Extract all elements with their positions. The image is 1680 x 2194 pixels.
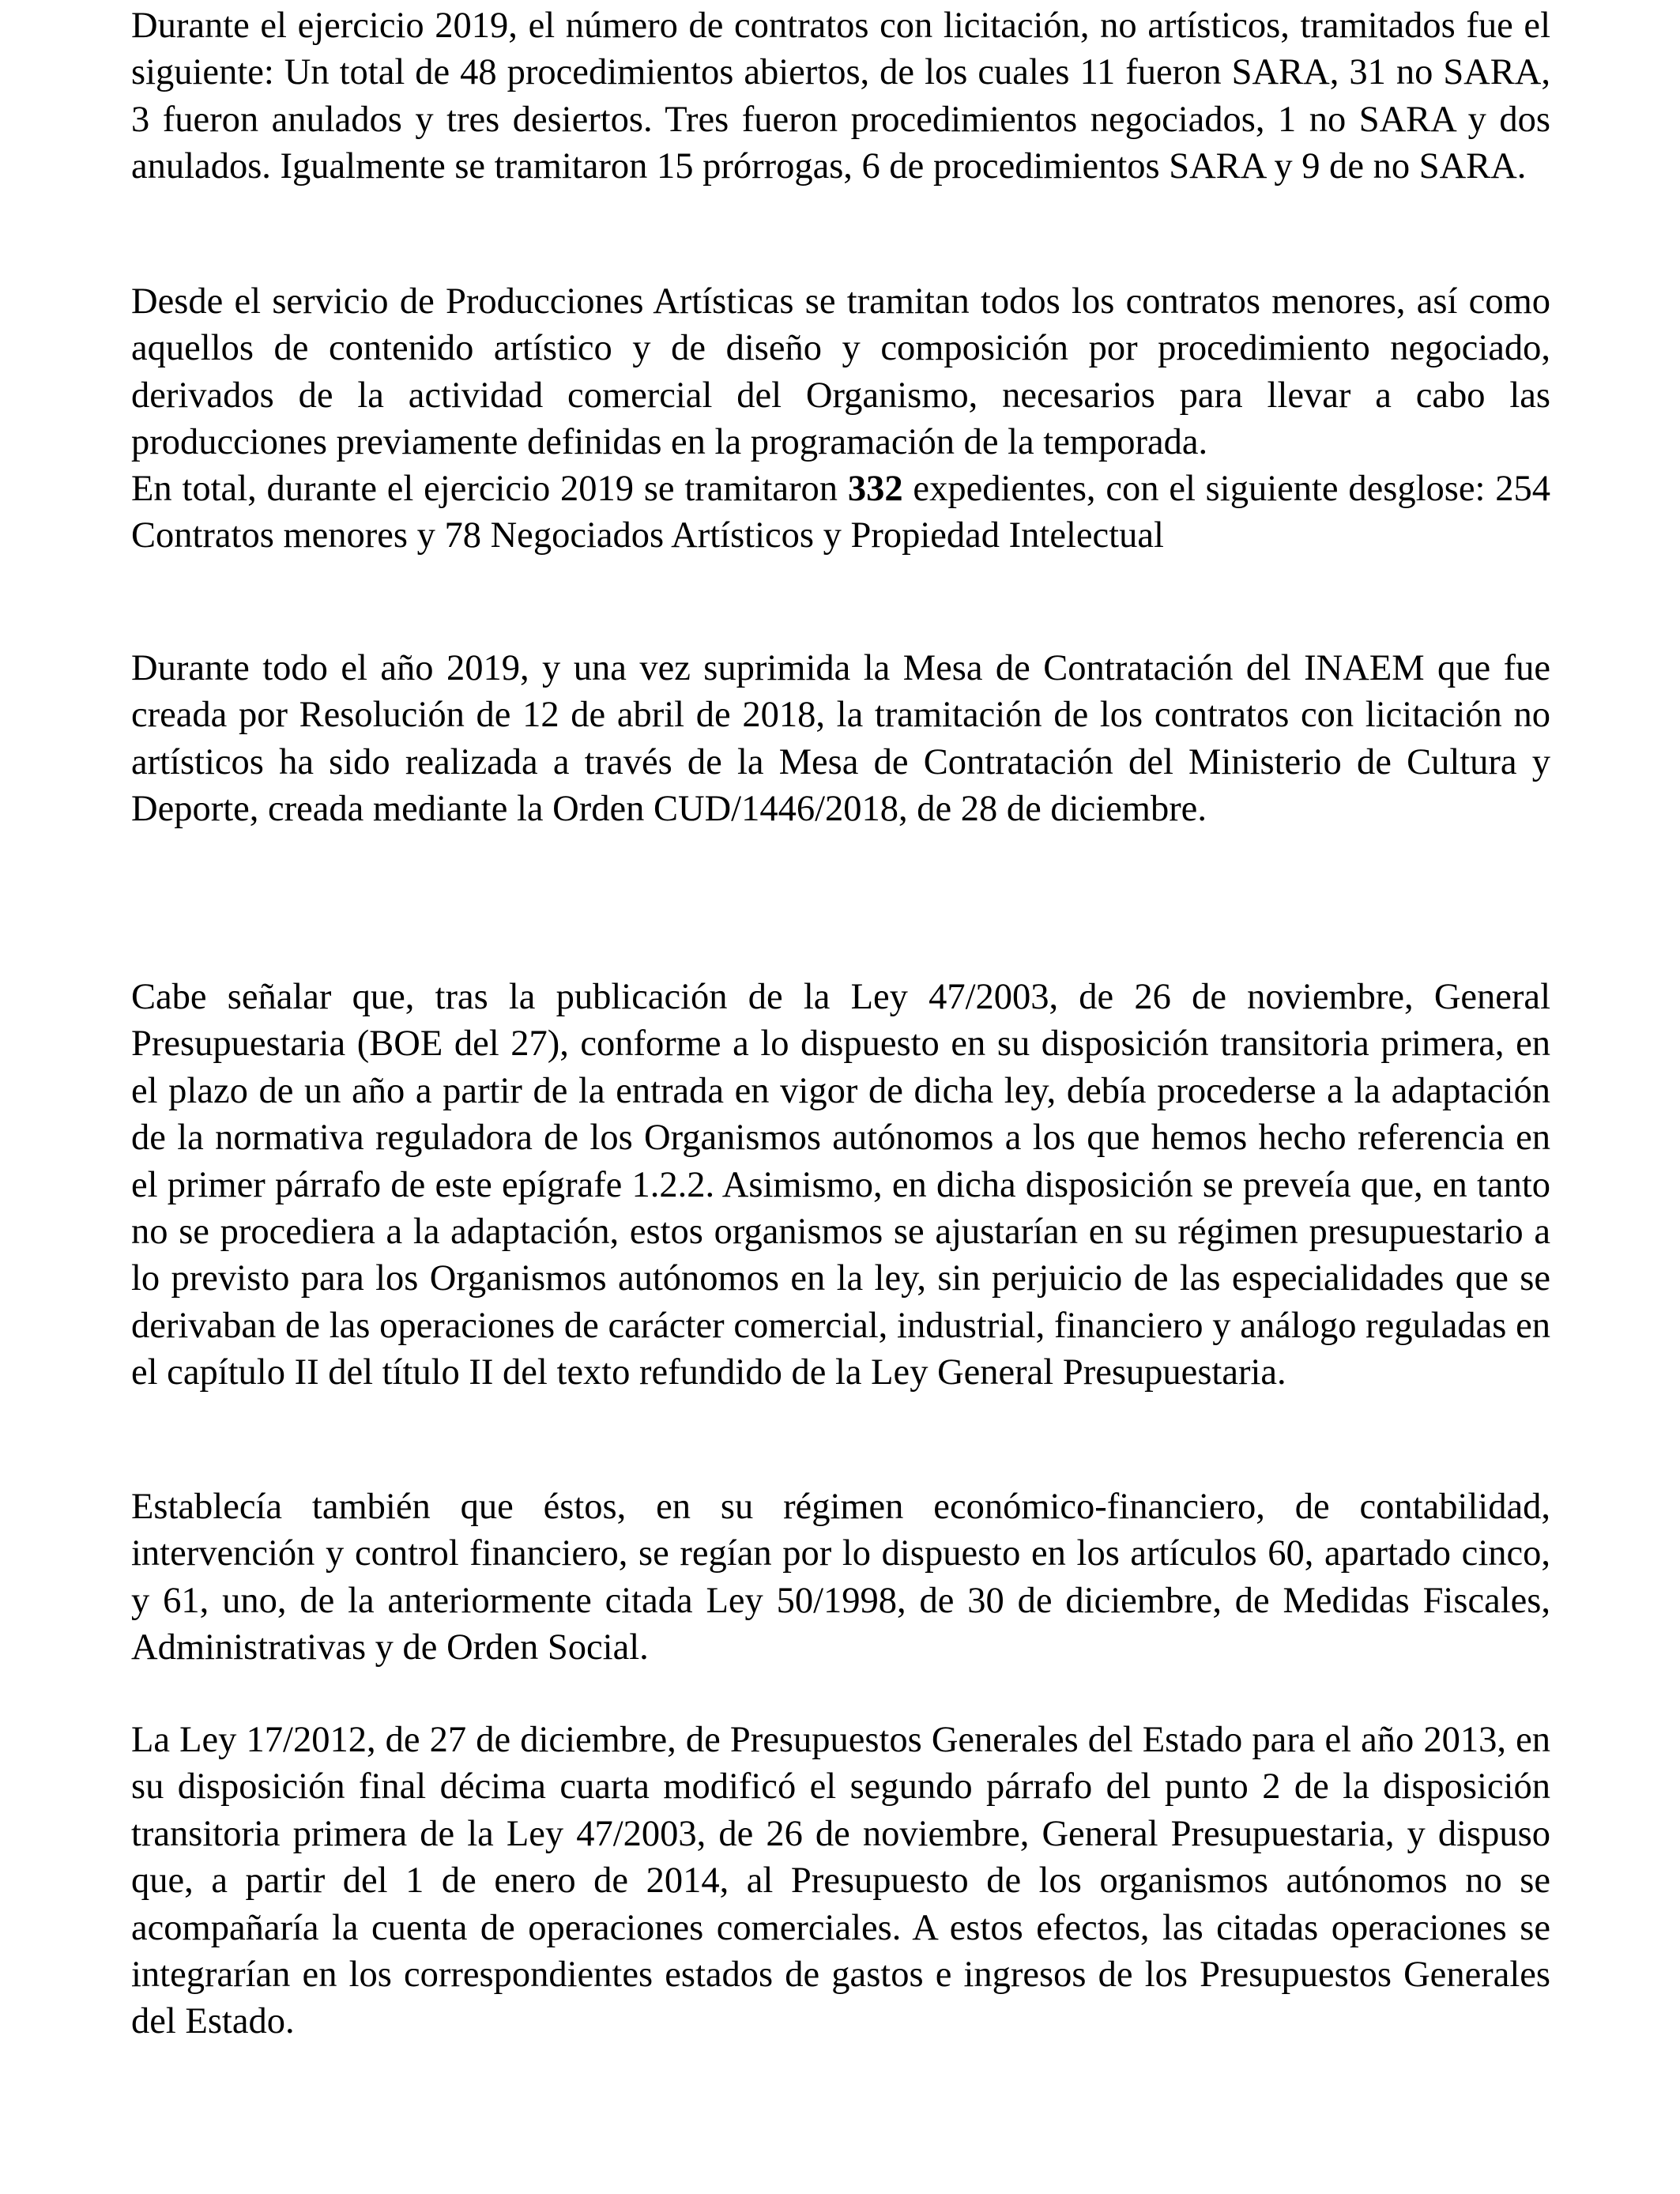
- paragraph-presupuestos-generales: La Ley 17/2012, de 27 de diciembre, de Presupuestos Generales del Estado para el año 2013, en su disposición final décima cuarta modificó el segundo párrafo del punto 2 de la disposición transitoria primera de la Ley 47/2003, de 26 de noviembre, General Presupuestaria, y dispuso que, a partir del 1 de enero de 2014, al Presupuesto de los organismos autónomos no se acompañaría la cuenta de operaciones comerciales. A estos efectos, las citadas operaciones se integrarían en los correspondientes estados de gastos e ingresos de los Presupuestos Generales del Estado.: [131, 1720, 1550, 2042]
- total-expedientes-intro: En total, durante el ejercicio 2019 se tramitaron: [131, 469, 848, 509]
- paragraph-total-expedientes: [131, 466, 1550, 560]
- paragraph-ley-general-presupuestaria: Cabe señalar que, tras la publicación de la Ley 47/2003, de 26 de noviembre, General Presupuestaria (BOE del 27), conforme a lo dispuesto en su disposición transitoria primera, en el plazo de un año a partir de la entrada en vigor de dicha ley, debía procederse a la adaptación de la normativa reguladora de los Organismos autónomos a los que hemos hecho referencia en el primer párrafo de este epígrafe 1.2.2. Asimismo, en dicha disposición se preveía que, en tanto no se procediera a la adaptación, estos organismos se ajustarían en su régimen presupuestario a lo previsto para los Organismos autónomos en la ley, sin perjuicio de las especialidades que se derivaban de las operaciones de carácter comercial, industrial, financiero y análogo reguladas en el capítulo II del título II del texto refundido de la Ley General Presupuestaria.: [131, 977, 1550, 1393]
- paragraph-mesa-contratacion: Durante todo el año 2019, y una vez suprimida la Mesa de Contratación del INAEM que fue creada por Resolución de 12 de abril de 2018, la tramitación de los contratos con licitación no artísticos ha sido realizada a través de la Mesa de Contratación del Ministerio de Cultura y Deporte, creada mediante la Orden CUD/1446/2018, de 28 de diciembre.: [131, 648, 1550, 830]
- total-expedientes-count: 332: [847, 469, 903, 509]
- paragraph-regimen-economico-financiero: Establecía también que éstos, en su régimen económico-financiero, de contabilidad, intervención y control financiero, se regían por lo dispuesto en los artículos 60, apartado cinco, y 61, uno, de la anteriormente citada Ley 50/1998, de 30 de diciembre, de Medidas Fiscales, Administrativas y de Orden Social.: [131, 1487, 1550, 1668]
- paragraph-contratos-licitacion: Durante el ejercicio 2019, el número de contratos con licitación, no artísticos, tramitados fue el siguiente: Un total de 48 procedimientos abiertos, de los cuales 11 fueron SARA, 31 no SARA, 3 fueron anulados y tres desiertos. Tres fueron procedimientos negociados, 1 no SARA y dos anulados. Igualmente se tramitaron 15 prórrogas, 6 de procedimientos SARA y 9 de no SARA.: [131, 6, 1550, 187]
- total-expedientes-desglose: expedientes, con el siguiente desglose: 254 Contratos menores y 78 Negociados Artísticos y Propiedad Intelectual: [131, 469, 1550, 556]
- paragraph-producciones-artisticas: Desde el servicio de Producciones Artísticas se tramitan todos los contratos menores, así como aquellos de contenido artístico y de diseño y composición por procedimiento negociado, derivados de la actividad comercial del Organismo, necesarios para llevar a cabo las producciones previamente definidas en la programación de la temporada.: [131, 281, 1550, 463]
- document-page: [131, 0, 1550, 2194]
